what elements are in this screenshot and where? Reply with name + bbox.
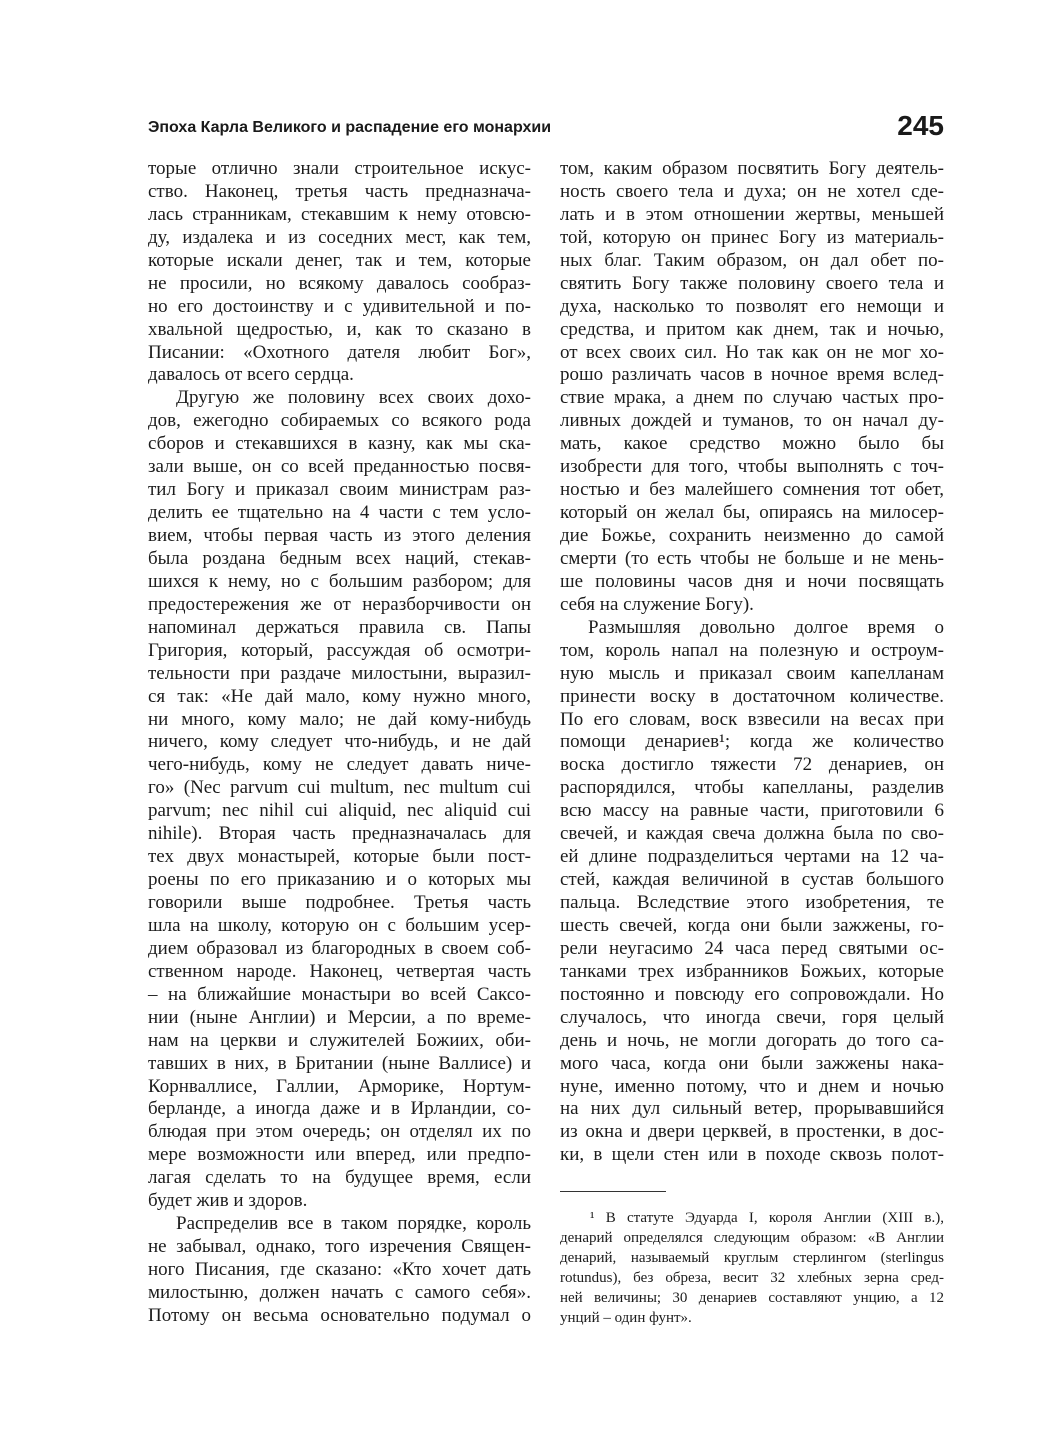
text-line: том, каким образом посвятить Богу деятель- xyxy=(560,158,944,179)
text-line: ки, в щели стен или в походе сквозь полот- xyxy=(560,1144,944,1166)
text-line: вием, чтобы первая часть из этого деления xyxy=(148,525,531,546)
text-line: ность своего тела и духа; он не хотел сде- xyxy=(560,180,944,202)
text-line: parvum; nec nihil cui aliquid, nec aliquid cui xyxy=(148,800,531,822)
text-line: мать, какое средство можно было бы xyxy=(560,433,944,455)
text-line: ностью и без малейшего сомнения тот обет, xyxy=(560,479,944,501)
text-line: Писании: «Охотного дателя любит Бог», xyxy=(148,341,531,363)
text-line: нам на церкви и служителей Божиих, оби- xyxy=(148,1029,531,1051)
text-line: той, которую он принес Богу из материаль- xyxy=(560,226,944,248)
text-line: рели неугасимо 24 часа перед святыми ос- xyxy=(560,937,944,959)
text-line: Потому он весьма основательно подумал о xyxy=(148,1304,531,1326)
text-line: тех двух монастырей, которые были пост- xyxy=(148,846,531,868)
text-line: – на ближайшие монастыри во всей Саксо- xyxy=(148,983,531,1005)
text-line: Распределив все в таком порядке, король xyxy=(176,1213,531,1235)
text-line: лагая сделать то на будущее время, если xyxy=(148,1167,531,1189)
text-line: который он желал бы, опираясь на милосер- xyxy=(560,502,944,524)
text-line: на них дул сильный ветер, прорывавшийся xyxy=(560,1098,944,1120)
text-line: принести воску в достаточном количестве. xyxy=(560,685,944,707)
text-line: хвальной щедростью, и, как то сказано в xyxy=(148,318,531,340)
text-line: том, король напал на полезную и остроум- xyxy=(560,639,944,661)
text-line: го» (Nec parvum cui multum, nec multum cui xyxy=(148,777,531,799)
text-line: ственном народе. Наконец, четвертая часть xyxy=(148,960,531,982)
left-text-column xyxy=(148,158,531,1328)
text-line: берланде, а иногда даже и в Ирландии, со- xyxy=(148,1098,531,1120)
text-line: роены по его приказанию и о которых мы xyxy=(148,869,531,891)
text-line: средства, и притом как днем, так и ночью, xyxy=(560,318,944,340)
text-line: говорили выше подробнее. Третья часть xyxy=(148,892,531,913)
text-line: дие Божье, сохранить неизменно до самой xyxy=(560,525,944,546)
text-line: нии (ныне Англии) и Мерсии, а по време- xyxy=(148,1006,531,1028)
text-line: ную мысль и приказал своим капелланам xyxy=(560,662,944,684)
text-line: которые искали денег, так и тем, которые xyxy=(148,249,531,271)
text-line: блюдая при этом очередь; он отделял их по xyxy=(148,1121,531,1143)
text-line: святить Богу также половину своего тела и xyxy=(560,272,944,294)
text-line: тавших в них, в Британии (ныне Валлисе) и xyxy=(148,1052,531,1074)
text-line: ше половины часов дня и ночи посвящать xyxy=(560,570,944,592)
text-line: была роздана бедным всех наций, стекав- xyxy=(148,547,531,569)
text-line: По его словам, воск взвесили на весах при xyxy=(560,708,944,730)
text-line: тил Богу и приказал своим министрам раз- xyxy=(148,479,531,501)
text-line: рошо различать часов в ночное время вслед- xyxy=(560,364,944,386)
text-line: лать и в этом отношении жертвы, меньшей xyxy=(560,203,944,225)
text-line: торые отлично знали строительное искус- xyxy=(148,158,531,179)
footnote-line: денарий определялся следующим образом: «В Англии xyxy=(560,1230,944,1246)
text-line: шихся к нему, но с большим разбором; для xyxy=(148,570,531,592)
text-line: день и ночь, не могли догорать до того са- xyxy=(560,1029,944,1051)
text-line: мого часа, когда они были зажжены нака- xyxy=(560,1052,944,1074)
paragraph xyxy=(148,1213,531,1328)
text-line: нуне, именно потому, что и днем и ночью xyxy=(560,1075,944,1097)
text-line: помощи денариев¹; когда же количество xyxy=(560,731,944,753)
text-line: не просили, но всякому давалось сообраз- xyxy=(148,272,531,294)
text-line: себя на служение Богу). xyxy=(560,593,754,615)
text-line: напоминал держаться правила св. Папы xyxy=(148,616,531,638)
footnote xyxy=(560,1208,944,1328)
text-line: ся так: «Не дай мало, кому нужно много, xyxy=(148,685,531,707)
text-line: распорядился, чтобы капелланы, разделив xyxy=(560,777,944,799)
text-line: шла на школу, которую он с большим усер- xyxy=(148,914,531,936)
text-line: ного Писания, где сказано: «Кто хочет дать xyxy=(148,1259,531,1280)
text-line: ей длине подразделиться чертами на 12 ча- xyxy=(560,846,944,868)
footnote-line: rotundus), без обреза, весит 32 хлебных зерна сред- xyxy=(560,1270,944,1286)
text-line: зали выше, он со всей преданностью посвя- xyxy=(148,456,531,478)
text-line: будет жив и здоров. xyxy=(148,1190,308,1212)
text-line: милостыню, должен начать с самого себя». xyxy=(148,1281,531,1303)
text-line: постоянно и повсюду его сопровождали. Но xyxy=(560,983,944,1005)
footnote-line: ней величины; 30 денариев составляют унцию, а 12 xyxy=(560,1290,944,1306)
text-line: Григория, который, рассуждая об осмотри- xyxy=(148,639,531,661)
text-line: сборов и стекавшихся в казну, как мы ска- xyxy=(148,433,531,455)
text-line: ных благ. Таким образом, он дал обет по- xyxy=(560,249,944,271)
text-line: танками трех избранников Божьих, которые xyxy=(560,960,944,982)
text-line: делить ее тщательно на 4 части с тем усло- xyxy=(148,502,531,524)
paragraph xyxy=(148,387,531,1213)
text-line: но его достоинству и с удивительной и по- xyxy=(148,295,531,317)
text-line: лась странникам, стекавшим к нему отовсю- xyxy=(148,203,531,225)
text-line: дием образовал из благородных в своем соб- xyxy=(148,937,531,959)
text-line: ство. Наконец, третья часть предназнача- xyxy=(148,180,531,202)
text-line: предостережения же от неразборчивости он xyxy=(148,593,531,615)
text-line: nihile). Вторая часть предназначалась для xyxy=(148,823,531,845)
text-line: давалось от всего сердца. xyxy=(148,364,354,386)
text-line: тельности при раздаче милостыни, выразил- xyxy=(148,662,531,684)
text-line: свечей, и каждая свеча должна была по сво- xyxy=(560,823,944,845)
running-header-title: Эпоха Карла Великого и распадение его монархии xyxy=(148,119,552,136)
text-line: Размышляя довольно долгое время о xyxy=(588,616,944,638)
text-line: пальца. Вследствие этого изобретения, те xyxy=(560,892,944,913)
page-number: 245 xyxy=(897,110,944,141)
text-line: чего-нибудь, кому не следует давать ниче- xyxy=(148,754,531,776)
text-line: ливных дождей и туманов, то он начал ду- xyxy=(560,410,944,432)
text-line: шесть свечей, когда они были зажжены, го- xyxy=(560,914,944,936)
text-line: от всех своих сил. Но так как он не мог хо- xyxy=(560,341,944,363)
paragraph xyxy=(560,617,944,1168)
text-line: ни много, кому мало; не дай кому-нибудь xyxy=(148,708,531,730)
text-line: ничего, кому следует что-нибудь, и не дай xyxy=(148,731,531,753)
text-line: ду, издалека и из соседних мест, как тем, xyxy=(148,226,531,248)
text-line: дов, ежегодно собираемых со всякого рода xyxy=(148,410,531,432)
text-line: стей, каждая величиной в сустав большого xyxy=(560,869,944,891)
text-line: Корнваллисе, Галлии, Арморике, Нортум- xyxy=(148,1075,531,1097)
text-line: ствие мрака, а днем по случаю частых про- xyxy=(560,387,944,409)
text-line: воска достигло тяжести 72 денариев, он xyxy=(560,754,944,776)
paragraph xyxy=(148,158,531,387)
text-line: смерти (то есть чтобы не больше и не мень- xyxy=(560,547,944,569)
text-line: духа, насколько то позволят его немощи и xyxy=(560,295,944,317)
text-line: изобрести для того, чтобы выполнять с точ- xyxy=(560,456,944,478)
text-line: Другую же половину всех своих дохо- xyxy=(176,387,531,409)
footnote-separator xyxy=(560,1191,666,1192)
text-line: случалось, что иногда свечи, горя целый xyxy=(560,1006,944,1028)
text-line: всю массу на равные части, приготовили 6 xyxy=(560,800,944,822)
text-line: из окна и двери церквей, в простенки, в дос- xyxy=(560,1121,944,1143)
footnote-line: денарий, называемый круглым стерлингом (sterlingus xyxy=(560,1250,944,1266)
footnote-line: ¹ В статуте Эдуарда I, короля Англии (XIII в.), xyxy=(590,1210,944,1226)
text-line: мере возможности или вперед, или предпо- xyxy=(148,1144,531,1166)
right-text-column xyxy=(560,158,944,1167)
footnote-line: унций – один фунт». xyxy=(560,1310,692,1326)
paragraph xyxy=(560,158,944,617)
text-line: не забывал, однако, того изречения Священ- xyxy=(148,1236,531,1258)
